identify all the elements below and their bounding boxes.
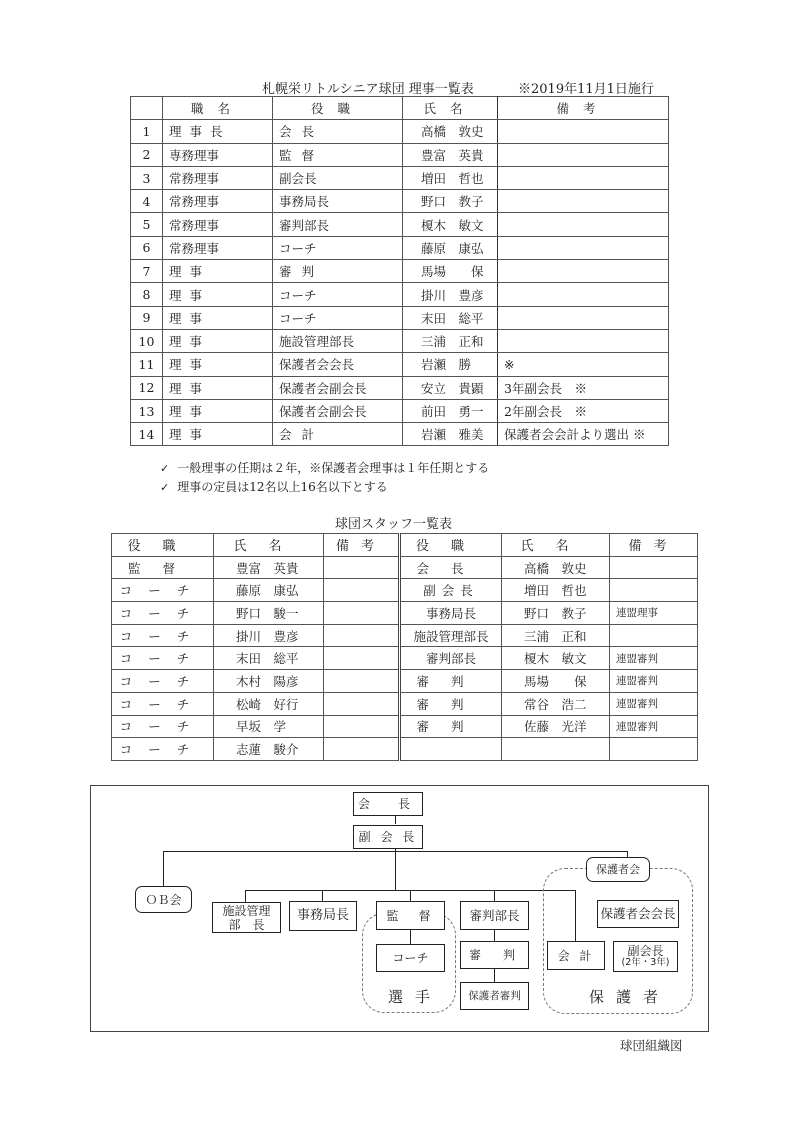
staff-note (610, 556, 698, 579)
org-node-parents-president: 保護者会会長 (597, 900, 679, 928)
staff-role-text: 副会長 (423, 583, 479, 599)
board-row-note (498, 306, 669, 329)
staff-role-text: コーチ (119, 583, 206, 599)
board-row-note: ※ (498, 353, 669, 376)
board-row-no: 10 (131, 329, 163, 352)
board-row-rank: 常務理事 (163, 236, 273, 259)
staff-role (112, 670, 214, 693)
staff-note (324, 647, 400, 670)
board-row-rank: 常務理事 (163, 190, 273, 213)
staff-header-note: 備考 (324, 534, 400, 557)
staff-name: 早坂 学 (214, 715, 324, 738)
board-row-rank: 理事 (163, 353, 273, 376)
board-row-no: 1 (131, 120, 163, 143)
staff-role-text: 監督 (127, 560, 197, 576)
board-row-note: 3年副会長 ※ (498, 376, 669, 399)
staff-role-text: 審判 (416, 696, 486, 712)
org-node-ob-club: ＯＢ会 (135, 886, 192, 913)
board-row (131, 213, 669, 236)
staff-name: 高橋 敦史 (502, 556, 610, 579)
board-row-note (498, 283, 669, 306)
board-row (131, 399, 669, 422)
board-row-name: 岩瀬 雅美 (403, 423, 498, 446)
staff-row (112, 715, 698, 738)
board-row-note (498, 143, 669, 166)
board-row-role: 会計 (273, 423, 403, 446)
header-role: 役職 (273, 97, 403, 120)
board-table (130, 96, 669, 446)
facilities-line1: 施設管理 (222, 903, 271, 918)
board-row-no: 12 (131, 376, 163, 399)
staff-role-text: 事務局長 (425, 605, 476, 621)
board-notes (160, 459, 489, 497)
org-chart-caption: 球団組織図 (620, 1038, 683, 1053)
board-row-role: 会長 (273, 120, 403, 143)
parents-vice-line1: 副会長 (627, 943, 664, 958)
staff-note (324, 715, 400, 738)
board-row-name: 増田 哲也 (403, 166, 498, 189)
board-row-name: 榎木 敏文 (403, 213, 498, 236)
staff-note (324, 624, 400, 647)
board-row-role: コーチ (273, 283, 403, 306)
check-icon: ✓ (160, 481, 170, 494)
board-row-rank: 常務理事 (163, 213, 273, 236)
staff-header-note-right: 備考 (610, 534, 698, 557)
staff-role-text: コーチ (119, 673, 206, 689)
board-row-role: 保護者会副会長 (273, 399, 403, 422)
staff-table (111, 533, 698, 761)
board-row (131, 236, 669, 259)
board-row-rank: 理事 (163, 399, 273, 422)
board-row (131, 353, 669, 376)
board-row-no: 14 (131, 423, 163, 446)
board-row-name: 馬場 保 (403, 260, 498, 283)
board-row-role: コーチ (273, 236, 403, 259)
board-row-role: コーチ (273, 306, 403, 329)
staff-role-text: 審判 (416, 719, 486, 735)
staff-name: 末田 総平 (214, 647, 324, 670)
board-row-role: 保護者会副会長 (273, 376, 403, 399)
org-node-parents-vice (613, 941, 678, 972)
staff-note (610, 624, 698, 647)
board-row-role: 施設管理部長 (273, 329, 403, 352)
board-row-note: 2年副会長 ※ (498, 399, 669, 422)
staff-role (112, 738, 214, 761)
connector-line (395, 815, 396, 824)
staff-row (112, 647, 698, 670)
staff-header-name-right: 氏名 (502, 534, 610, 557)
staff-role (112, 624, 214, 647)
note-text: 理事の定員は12名以上16名以下とする (177, 480, 388, 494)
staff-role-text: コーチ (119, 696, 206, 712)
staff-role-text: 会長 (416, 560, 486, 576)
board-row-no: 6 (131, 236, 163, 259)
board-row-name: 掛川 豊彦 (403, 283, 498, 306)
staff-row (112, 579, 698, 602)
staff-role (400, 670, 502, 693)
staff-name: 藤原 康弘 (214, 579, 324, 602)
org-node-facilities (212, 902, 281, 933)
staff-name: 増田 哲也 (502, 579, 610, 602)
staff-name: 木村 陽彦 (214, 670, 324, 693)
board-row-no: 5 (131, 213, 163, 236)
org-node-parents-association: 保護者会 (586, 857, 650, 882)
org-node-manager: 監 督 (376, 901, 445, 930)
staff-name: 佐藤 光洋 (502, 715, 610, 738)
board-row-name: 岩瀬 勝 (403, 353, 498, 376)
board-title: 札幌栄リトルシニア球団 理事一覧表 (262, 82, 474, 97)
org-node-coach: コーチ (376, 944, 445, 972)
connector-line (163, 851, 628, 852)
staff-role (112, 602, 214, 625)
staff-header-role-right: 役職 (400, 534, 502, 557)
staff-role-text: コーチ (119, 628, 206, 644)
staff-role-text: コーチ (119, 742, 206, 758)
board-row-name: 豊富 英貴 (403, 143, 498, 166)
board-row-rank: 理事 (163, 329, 273, 352)
staff-note (324, 738, 400, 761)
staff-name: 馬場 保 (502, 670, 610, 693)
staff-header-role: 役職 (112, 534, 214, 557)
board-row-name: 野口 教子 (403, 190, 498, 213)
staff-header-row (112, 534, 698, 557)
staff-role-text: コーチ (119, 605, 206, 621)
staff-role (400, 624, 502, 647)
board-row-rank: 常務理事 (163, 166, 273, 189)
staff-role-text: 施設管理部長 (413, 628, 489, 644)
staff-note (324, 692, 400, 715)
staff-name: 掛川 豊彦 (214, 624, 324, 647)
staff-row (112, 602, 698, 625)
board-row-note (498, 260, 669, 283)
connector-line (163, 851, 164, 887)
board-row (131, 376, 669, 399)
board-row-no: 9 (131, 306, 163, 329)
staff-note (610, 738, 698, 761)
staff-role (400, 556, 502, 579)
board-row-rank: 理事 (163, 376, 273, 399)
note-item (160, 478, 489, 497)
staff-row (112, 670, 698, 693)
staff-name: 松崎 好行 (214, 692, 324, 715)
board-row-no: 11 (131, 353, 163, 376)
board-row-role: 副会長 (273, 166, 403, 189)
org-node-president: 会 長 (353, 792, 423, 816)
board-row-rank: 理事 (163, 260, 273, 283)
staff-row (112, 738, 698, 761)
effective-date: ※2019年11月1日施行 (518, 82, 654, 97)
org-node-umpire: 審 判 (460, 941, 529, 969)
staff-row (112, 556, 698, 579)
board-row (131, 190, 669, 213)
board-row-note (498, 166, 669, 189)
board-row-name: 末田 総平 (403, 306, 498, 329)
board-row-no: 2 (131, 143, 163, 166)
board-row (131, 306, 669, 329)
org-node-vice-president: 副 会 長 (353, 825, 423, 849)
connector-line (494, 968, 495, 982)
staff-note (610, 579, 698, 602)
staff-name: 志蓮 駿介 (214, 738, 324, 761)
facilities-line2: 部 長 (228, 917, 265, 932)
staff-note: 連盟理事 (610, 602, 698, 625)
staff-name: 野口 駿一 (214, 602, 324, 625)
staff-role-text: コーチ (119, 651, 206, 667)
board-row-no: 13 (131, 399, 163, 422)
staff-role (112, 692, 214, 715)
staff-name: 豊富 英貴 (214, 556, 324, 579)
board-row-role: 審判部長 (273, 213, 403, 236)
staff-name (502, 738, 610, 761)
board-row-note (498, 213, 669, 236)
board-row-name: 藤原 康弘 (403, 236, 498, 259)
board-row-no: 3 (131, 166, 163, 189)
staff-role (112, 647, 214, 670)
staff-row (112, 624, 698, 647)
board-row (131, 329, 669, 352)
board-header-row (131, 97, 669, 120)
staff-note (324, 556, 400, 579)
board-row-rank: 理事 (163, 423, 273, 446)
board-row (131, 143, 669, 166)
staff-role-text: 審判 (416, 673, 486, 689)
staff-note: 連盟審判 (610, 670, 698, 693)
org-node-parent-umpire: 保護者審判 (460, 982, 529, 1010)
staff-note (324, 670, 400, 693)
org-node-secretariat: 事務局長 (289, 901, 357, 931)
board-row (131, 283, 669, 306)
board-row (131, 260, 669, 283)
staff-header-name: 氏名 (214, 534, 324, 557)
org-node-treasurer: 会 計 (547, 941, 605, 970)
staff-role-text: コーチ (119, 719, 206, 735)
staff-name: 野口 教子 (502, 602, 610, 625)
staff-role (112, 556, 214, 579)
staff-role (400, 692, 502, 715)
staff-role-text: 審判部長 (425, 651, 476, 667)
board-row (131, 166, 669, 189)
board-row-role: 保護者会会長 (273, 353, 403, 376)
board-row-role: 監督 (273, 143, 403, 166)
staff-role (400, 715, 502, 738)
board-row (131, 120, 669, 143)
board-row-rank: 専務理事 (163, 143, 273, 166)
board-row-name: 高橋 敦史 (403, 120, 498, 143)
connector-line (395, 848, 396, 890)
board-row (131, 423, 669, 446)
note-text: 一般理事の任期は２年，※保護者会理事は１年任期とする (177, 461, 490, 475)
header-note: 備考 (498, 97, 669, 120)
board-row-name: 安立 貴顕 (403, 376, 498, 399)
board-row-name: 前田 勇一 (403, 399, 498, 422)
board-row-name: 三浦 正和 (403, 329, 498, 352)
staff-role (400, 647, 502, 670)
org-node-umpire-chief: 審判部長 (460, 901, 529, 930)
board-row-no: 4 (131, 190, 163, 213)
staff-name: 三浦 正和 (502, 624, 610, 647)
staff-note (324, 602, 400, 625)
staff-name: 榎木 敏文 (502, 647, 610, 670)
board-row-no: 7 (131, 260, 163, 283)
guardians-group-label: 保護者 (589, 988, 671, 1006)
players-group-label: 選手 (388, 988, 443, 1006)
staff-note (324, 579, 400, 602)
staff-role (400, 579, 502, 602)
note-item (160, 459, 489, 478)
header-name: 氏名 (403, 97, 498, 120)
staff-note: 連盟審判 (610, 715, 698, 738)
board-row-role: 審判 (273, 260, 403, 283)
header-rank: 職名 (163, 97, 273, 120)
board-row-note (498, 329, 669, 352)
board-row-rank: 理事 (163, 306, 273, 329)
board-row-no: 8 (131, 283, 163, 306)
staff-role (112, 579, 214, 602)
board-row-role: 事務局長 (273, 190, 403, 213)
parents-vice-line2: (2年・3年) (621, 956, 670, 968)
staff-row (112, 692, 698, 715)
board-row-note (498, 236, 669, 259)
staff-note: 連盟審判 (610, 647, 698, 670)
staff-role (400, 602, 502, 625)
board-row-note (498, 190, 669, 213)
board-row-note (498, 120, 669, 143)
check-icon: ✓ (160, 462, 170, 475)
board-row-note: 保護者会会計より選出 ※ (498, 423, 669, 446)
staff-title: 球団スタッフ一覧表 (335, 517, 453, 532)
staff-note: 連盟審判 (610, 692, 698, 715)
staff-role (400, 738, 502, 761)
staff-role (112, 715, 214, 738)
staff-name: 常谷 浩二 (502, 692, 610, 715)
header-no (131, 97, 163, 120)
board-row-rank: 理事長 (163, 120, 273, 143)
board-row-rank: 理事 (163, 283, 273, 306)
